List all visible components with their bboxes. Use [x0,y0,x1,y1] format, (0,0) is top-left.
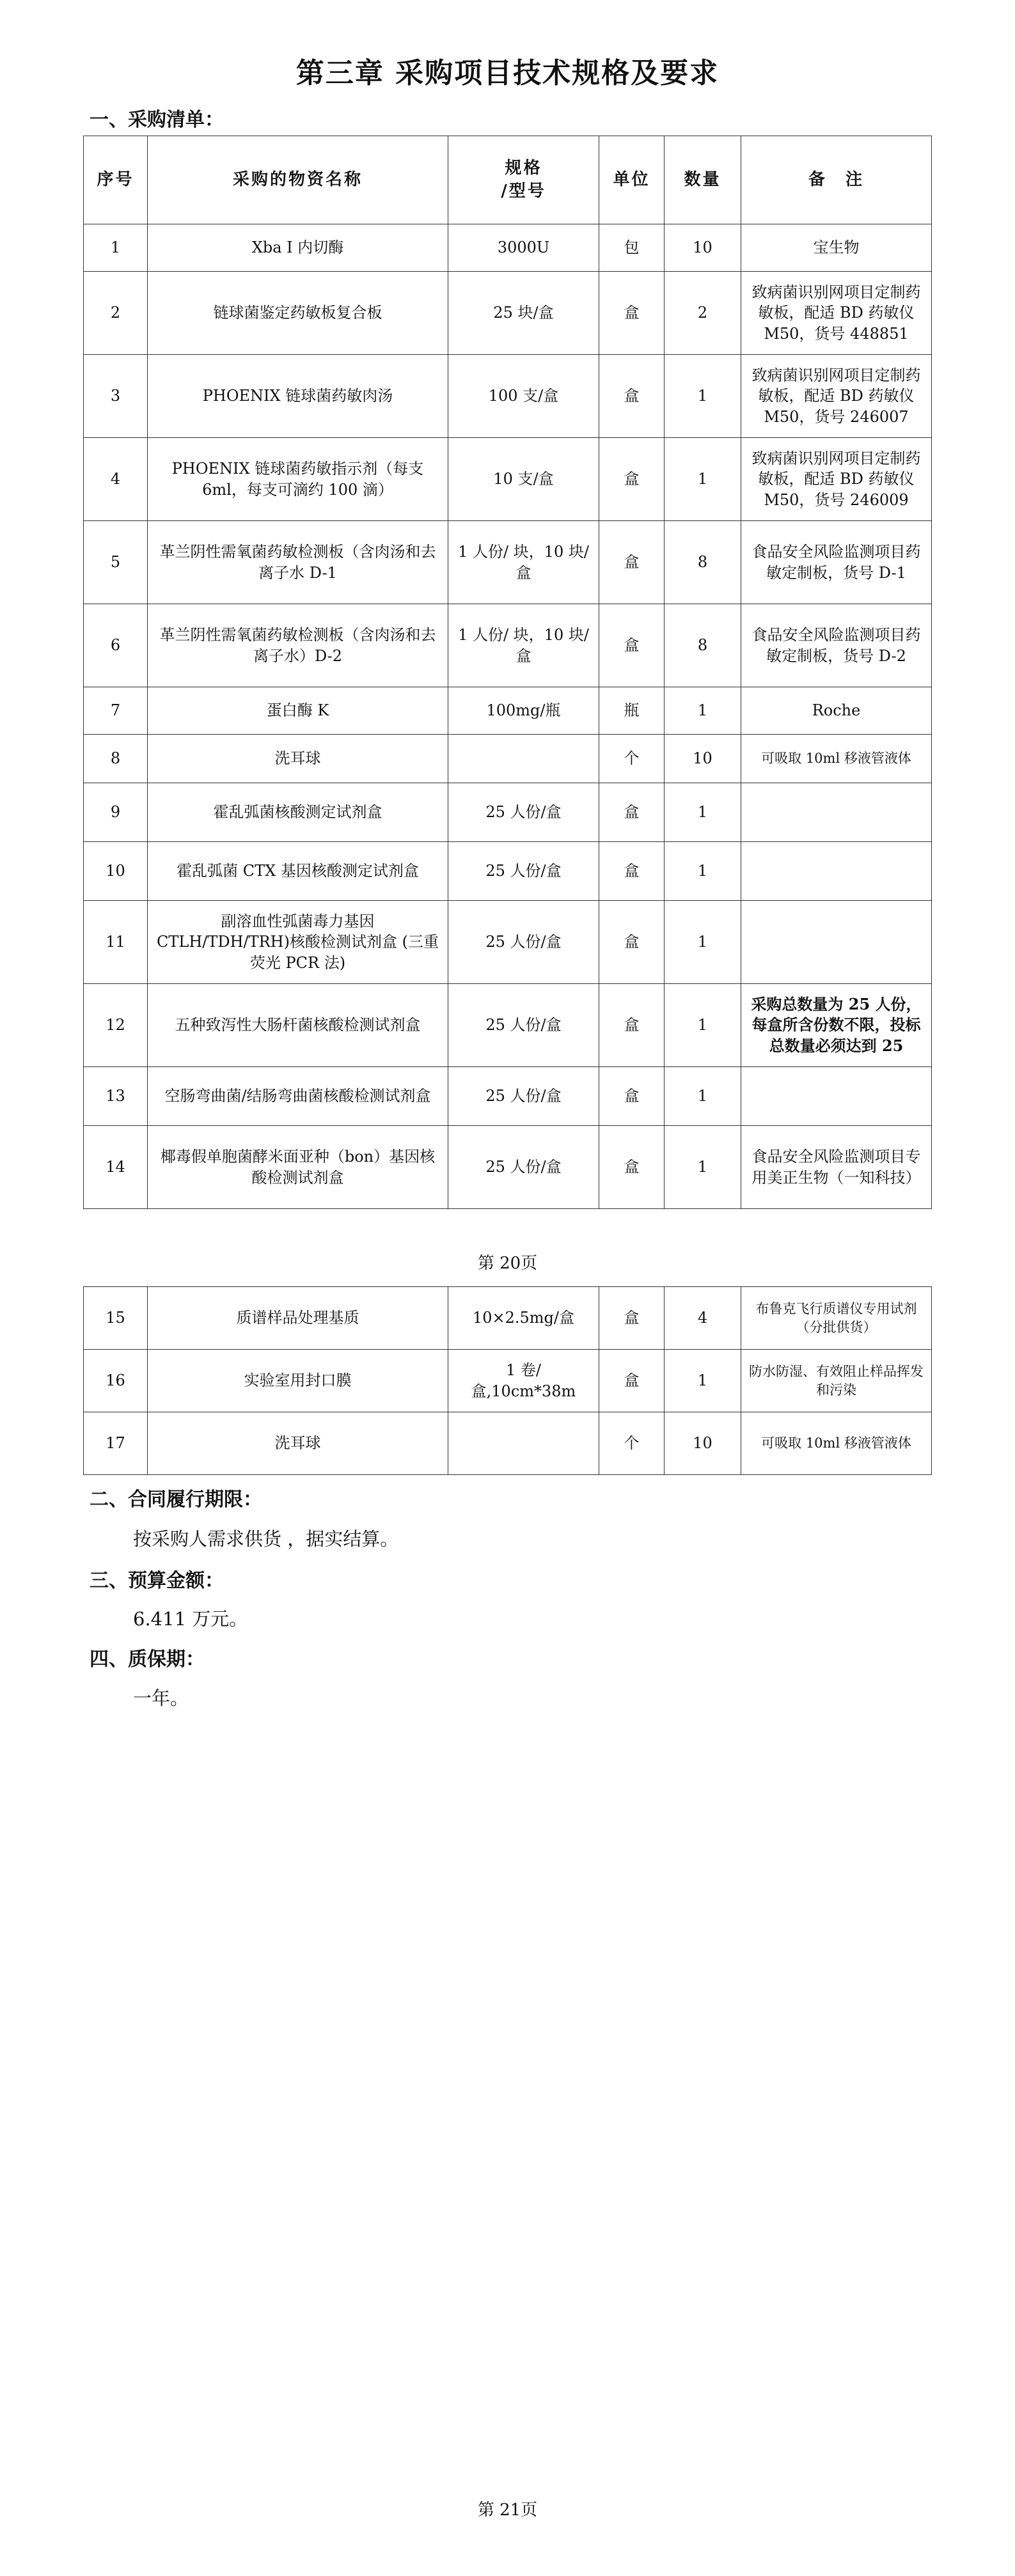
cell-no: 6 [84,604,148,687]
cell-remark [741,842,932,901]
cell-unit: 盒 [599,438,665,521]
cell-spec: 1 卷/盒,10cm*38m [448,1350,599,1412]
cell-name: 椰毒假单胞菌酵米面亚种（bon）基因核酸检测试剂盒 [148,1126,448,1209]
cell-name: Xba I 内切酶 [148,224,448,272]
cell-name: PHOENIX 链球菌药敏指示剂（每支 6ml，每支可滴约 100 滴） [148,438,448,521]
cell-qty: 1 [665,1067,741,1126]
cell-spec: 1 人份/ 块，10 块/盒 [448,521,599,604]
cell-spec: 25 人份/盒 [448,842,599,901]
cell-no: 12 [84,984,148,1067]
cell-unit: 个 [599,1412,665,1475]
cell-remark: 致病菌识别网项目定制药敏板，配适 BD 药敏仪 M50，货号 448851 [741,272,932,355]
cell-unit: 个 [599,735,665,783]
cell-unit: 瓶 [599,687,665,735]
contract-period-text: 按采购人需求供货 ，据实结算。 [133,1528,399,1550]
cell-no: 1 [84,224,148,272]
cell-spec: 25 人份/盒 [448,1067,599,1126]
cell-name: 副溶血性弧菌毒力基因 CTLH/TDH/TRH)核酸检测试剂盒 (三重荧光 PCR 法) [148,901,448,984]
cell-no: 17 [84,1412,148,1475]
cell-name: 霍乱弧菌核酸测定试剂盒 [148,783,448,842]
section-warranty: 四、质保期： [90,1648,205,1671]
cell-qty: 1 [665,901,741,984]
cell-unit: 盒 [599,521,665,604]
cell-remark [741,1067,932,1126]
cell-remark: 防水防湿、有效阻止样品挥发和污染 [741,1350,932,1412]
cell-spec: 1 人份/ 块，10 块/盒 [448,604,599,687]
cell-remark: 食品安全风险监测项目药敏定制板，货号 D-1 [741,521,932,604]
cell-spec: 25 块/盒 [448,272,599,355]
table-row [84,1412,932,1475]
cell-remark: 采购总数量为 25 人份，每盒所含份数不限，投标总数量必须达到 25 [741,984,932,1067]
cell-unit: 盒 [599,1350,665,1412]
page-number-21: 第 21页 [477,2501,538,2520]
header-name: 采购的物资名称 [148,136,448,224]
cell-unit: 盒 [599,901,665,984]
table-row [84,735,932,783]
budget-text: 6.411 万元。 [133,1608,248,1630]
cell-remark: 布鲁克飞行质谱仪专用试剂（分批供货） [741,1287,932,1350]
header-qty: 数量 [665,136,741,224]
table-row [84,224,932,272]
cell-qty: 10 [665,1412,741,1475]
cell-qty: 1 [665,842,741,901]
cell-unit: 盒 [599,604,665,687]
cell-unit: 包 [599,224,665,272]
header-unit: 单位 [599,136,665,224]
cell-qty: 8 [665,604,741,687]
table-row [84,1126,932,1209]
table-row [84,1350,932,1412]
cell-qty: 4 [665,1287,741,1350]
table-row [84,687,932,735]
cell-remark: 食品安全风险监测项目专用美正生物（一知科技） [741,1126,932,1209]
table-row [84,521,932,604]
cell-name: PHOENIX 链球菌药敏肉汤 [148,355,448,438]
cell-name: 洗耳球 [148,735,448,783]
cell-spec: 10 支/盒 [448,438,599,521]
cell-no: 13 [84,1067,148,1126]
cell-spec [448,1412,599,1475]
page-number-20: 第 20页 [477,1254,538,1273]
header-spec: 规格 /型号 [448,136,599,224]
cell-no: 7 [84,687,148,735]
cell-name: 空肠弯曲菌/结肠弯曲菌核酸检测试剂盒 [148,1067,448,1126]
procurement-table-page20 [83,136,932,1209]
cell-unit: 盒 [599,355,665,438]
cell-qty: 2 [665,272,741,355]
cell-remark: 食品安全风险监测项目药敏定制板，货号 D-2 [741,604,932,687]
cell-no: 9 [84,783,148,842]
cell-no: 8 [84,735,148,783]
warranty-text: 一年。 [133,1687,189,1709]
section-contract-period: 二、合同履行期限： [90,1488,262,1511]
table-row [84,1287,932,1350]
header-remark: 备 注 [741,136,932,224]
table-row [84,984,932,1067]
cell-qty: 10 [665,735,741,783]
cell-qty: 8 [665,521,741,604]
cell-remark: 致病菌识别网项目定制药敏板，配适 BD 药敏仪 M50，货号 246007 [741,355,932,438]
cell-no: 15 [84,1287,148,1350]
cell-name: 质谱样品处理基质 [148,1287,448,1350]
cell-spec: 25 人份/盒 [448,1126,599,1209]
cell-spec: 25 人份/盒 [448,901,599,984]
cell-spec: 25 人份/盒 [448,984,599,1067]
table-row [84,901,932,984]
cell-name: 蛋白酶 K [148,687,448,735]
cell-spec: 25 人份/盒 [448,783,599,842]
cell-unit: 盒 [599,1287,665,1350]
table-row [84,783,932,842]
cell-unit: 盒 [599,272,665,355]
cell-name: 洗耳球 [148,1412,448,1475]
cell-name: 五种致泻性大肠杆菌核酸检测试剂盒 [148,984,448,1067]
cell-spec [448,735,599,783]
cell-no: 16 [84,1350,148,1412]
table-row [84,604,932,687]
cell-remark: 宝生物 [741,224,932,272]
cell-qty: 1 [665,438,741,521]
cell-qty: 1 [665,355,741,438]
cell-spec: 3000U [448,224,599,272]
cell-remark: 可吸取 10ml 移液管液体 [741,1412,932,1475]
header-no: 序号 [84,136,148,224]
table-row [84,842,932,901]
chapter-title: 第三章 采购项目技术规格及要求 [295,57,720,90]
cell-qty: 1 [665,1350,741,1412]
cell-qty: 1 [665,783,741,842]
cell-qty: 1 [665,1126,741,1209]
table-row [84,272,932,355]
cell-no: 2 [84,272,148,355]
cell-no: 5 [84,521,148,604]
cell-unit: 盒 [599,783,665,842]
cell-remark [741,901,932,984]
cell-name: 霍乱弧菌 CTX 基因核酸测定试剂盒 [148,842,448,901]
cell-remark: Roche [741,687,932,735]
cell-remark: 可吸取 10ml 移液管液体 [741,735,932,783]
cell-no: 3 [84,355,148,438]
cell-qty: 1 [665,984,741,1067]
cell-remark: 致病菌识别网项目定制药敏板，配适 BD 药敏仪 M50，货号 246009 [741,438,932,521]
cell-no: 11 [84,901,148,984]
cell-unit: 盒 [599,1126,665,1209]
cell-name: 革兰阴性需氧菌药敏检测板（含肉汤和去离子水 D-1 [148,521,448,604]
table-row [84,355,932,438]
cell-no: 14 [84,1126,148,1209]
cell-name: 链球菌鉴定药敏板复合板 [148,272,448,355]
cell-unit: 盒 [599,842,665,901]
cell-no: 10 [84,842,148,901]
cell-qty: 10 [665,224,741,272]
section-budget: 三、预算金额： [90,1570,224,1592]
cell-name: 实验室用封口膜 [148,1350,448,1412]
cell-name: 革兰阴性需氧菌药敏检测板（含肉汤和去离子水）D-2 [148,604,448,687]
cell-remark [741,783,932,842]
cell-unit: 盒 [599,1067,665,1126]
cell-qty: 1 [665,687,741,735]
cell-spec: 100mg/瓶 [448,687,599,735]
table-row [84,1067,932,1126]
cell-unit: 盒 [599,984,665,1067]
table-row [84,438,932,521]
cell-no: 4 [84,438,148,521]
cell-spec: 100 支/盒 [448,355,599,438]
table-header-row [84,136,932,224]
procurement-table-page21 [83,1286,932,1475]
section-procurement-list: 一、采购清单： [90,109,224,131]
cell-spec: 10×2.5mg/盒 [448,1287,599,1350]
